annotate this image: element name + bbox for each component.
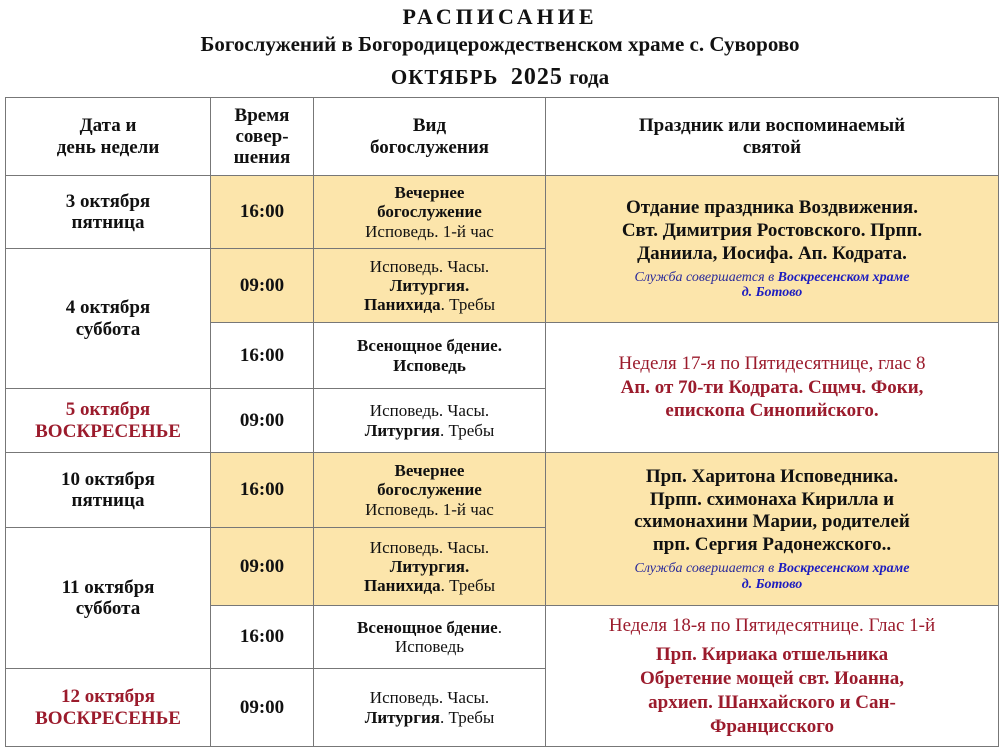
date-cell: 11 октября суббота [6,528,211,669]
date-cell: 10 октября пятница [6,453,211,528]
table-row [6,453,999,528]
time-cell: 16:00 [211,176,314,249]
week-label: Неделя 17-я по Пятидесятнице, глас 8 [618,352,926,374]
time-cell: 16:00 [211,453,314,528]
header-date: Дата и день недели [6,98,211,176]
time-cell: 09:00 [211,249,314,323]
service-cell: Исповедь. Часы. Литургия. Требы [314,389,546,453]
week-label: Неделя 18-я по Пятидесятнице. Глас 1-й [608,614,936,636]
year-suffix: года [569,65,610,89]
service-cell: Вечернее богослужение Исповедь. 1-й час [314,176,546,249]
table-row [6,176,999,249]
service-cell: Всенощное бдение. Исповедь [314,606,546,669]
location-note: Служба совершается в Воскресенском храме д. Ботово [634,560,910,592]
time-cell: 16:00 [211,606,314,669]
time-cell: 09:00 [211,389,314,453]
time-cell: 09:00 [211,528,314,606]
header-time: Время совер- шения [211,98,314,176]
month: ОКТЯБРЬ [390,65,499,89]
page-title: РАСПИСАНИЕ [402,4,598,29]
date-cell: 5 октября ВОСКРЕСЕНЬЕ [6,389,211,453]
feast-cell: Неделя 18-я по Пятидесятнице. Глас 1-й Прп. Кириака отшельника Обретение мощей свт. Иоанна, архиеп. Шанхайского и Сан- Францисского [546,606,999,747]
service-cell: Всенощное бдение. Исповедь [314,323,546,389]
page-subtitle: Богослужений в Богородицерождественском храме с. Суворово [200,32,800,56]
date-cell: 3 октября пятница [6,176,211,249]
schedule-table [5,97,999,747]
header-service: Вид богослужения [314,98,546,176]
year: 2025 [510,64,563,90]
feast-cell: Неделя 17-я по Пятидесятнице, глас 8 Ап. от 70-ти Кодрата. Сщмч. Фоки, епископа Синопийского. [546,323,999,453]
time-cell: 16:00 [211,323,314,389]
header-row [6,98,999,176]
date-cell: 12 октября ВОСКРЕСЕНЬЕ [6,669,211,747]
header-feast: Праздник или воспоминаемый святой [546,98,999,176]
date-cell: 4 октября суббота [6,249,211,389]
service-cell: Вечернее богослужение Исповедь. 1-й час [314,453,546,528]
feast-cell: Отдание праздника Воздвижения. Свт. Димитрия Ростовского. Прпп. Даниила, Иосифа. Ап. Кодрата. Служба совершается в Воскресенском храме д. Ботово [546,176,999,323]
service-cell: Исповедь. Часы. Литургия. Панихида. Требы [314,528,546,606]
time-cell: 09:00 [211,669,314,747]
service-cell: Исповедь. Часы. Литургия. Требы [314,669,546,747]
month-heading [0,64,1000,91]
feast-cell: Прп. Харитона Исповедника. Прпп. схимонаха Кирилла и схимонахини Марии, родителей прп. Сергия Радонежского.. Служба совершается в Воскресенском храме д. Ботово [546,453,999,606]
location-note: Служба совершается в Воскресенском храме д. Ботово [634,269,910,301]
service-cell: Исповедь. Часы. Литургия. Панихида. Требы [314,249,546,323]
